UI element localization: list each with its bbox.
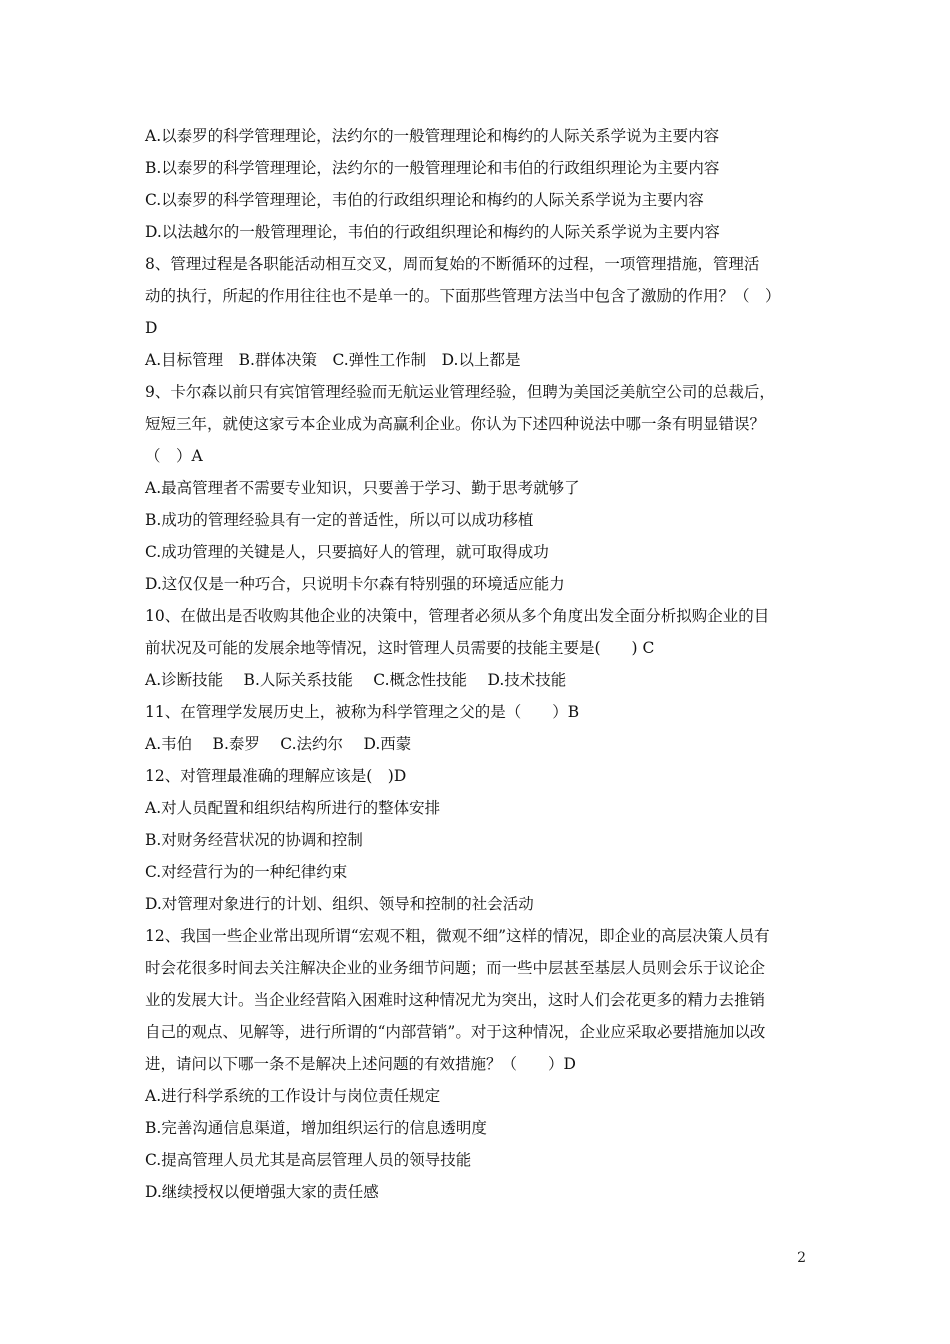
question-11: 11、在管理学发展历史上，被称为科学管理之父的是（ ）B [145,703,580,721]
question-10-options: A.诊断技能 B.人际关系技能 C.概念性技能 D.技术技能 [145,671,567,689]
page-number: 2 [797,1250,806,1266]
option-line: C.对经营行为的一种纪律约束 [145,863,348,881]
option-line: C.提高管理人员尤其是高层管理人员的领导技能 [145,1151,472,1169]
question-12b-line-1: 12、我国一些企业常出现所谓“宏观不粗，微观不细”这样的情况，即企业的高层决策人员有 [145,927,770,945]
option-line: D.这仅仅是一种巧合，只说明卡尔森有特别强的环境适应能力 [145,575,565,593]
question-10-line-2: 前状况及可能的发展余地等情况，这时管理人员需要的技能主要是( ) C [145,639,655,657]
question-12a: 12、对管理最准确的理解应该是( )D [145,767,407,785]
option-line: D.继续授权以便增强大家的责任感 [145,1183,379,1201]
text-line: D.以法越尔的一般管理理论，韦伯的行政组织理论和梅约的人际关系学说为主要内容 [145,223,720,241]
option-line: A.最高管理者不需要专业知识，只要善于学习、勤于思考就够了 [145,479,580,497]
text-line: C.以泰罗的科学管理理论，韦伯的行政组织理论和梅约的人际关系学说为主要内容 [145,191,704,209]
question-12b-line-4: 自己的观点、见解等，进行所谓的“内部营销”。对于这种情况，企业应采取必要措施加以改 [145,1023,766,1041]
question-8-line-1: 8、管理过程是各职能活动相互交叉，周而复始的不断循环的过程，一项管理措施，管理活 [145,255,760,273]
question-12b-line-3: 业的发展大计。当企业经营陷入困难时这种情况尤为突出，这时人们会花更多的精力去推销 [145,991,766,1009]
option-line: B.成功的管理经验具有一定的普适性，所以可以成功移植 [145,511,534,529]
text-line: A.以泰罗的科学管理理论，法约尔的一般管理理论和梅约的人际关系学说为主要内容 [145,127,720,145]
question-12b-line-5: 进，请问以下哪一条不是解决上述问题的有效措施？（ ）D [145,1055,576,1073]
document-body [145,120,815,1208]
question-8-answer: D [145,319,158,337]
option-line: A.对人员配置和组织结构所进行的整体安排 [145,799,441,817]
question-8-options: A.目标管理 B.群体决策 C.弹性工作制 D.以上都是 [145,351,521,369]
question-9-line-2: 短短三年，就使这家亏本企业成为高赢利企业。你认为下述四种说法中哪一条有明显错误？ [145,415,766,433]
question-10-line-1: 10、在做出是否收购其他企业的决策中，管理者必须从多个角度出发全面分析拟购企业的目 [145,607,770,625]
option-line: A.进行科学系统的工作设计与岗位责任规定 [145,1087,441,1105]
option-line: C.成功管理的关键是人，只要搞好人的管理，就可取得成功 [145,543,549,561]
option-line: B.完善沟通信息渠道，增加组织运行的信息透明度 [145,1119,487,1137]
question-12b-line-2: 时会花很多时间去关注解决企业的业务细节问题；而一些中层甚至基层人员则会乐于议论企 [145,959,766,977]
option-line: D.对管理对象进行的计划、组织、领导和控制的社会活动 [145,895,534,913]
question-9-line-1: 9、卡尔森以前只有宾馆管理经验而无航运业管理经验，但聘为美国泛美航空公司的总裁后， [145,383,775,401]
option-line: B.对财务经营状况的协调和控制 [145,831,363,849]
question-9-answer: （ ）A [145,447,203,465]
question-11-options: A.韦伯 B.泰罗 C.法约尔 D.西蒙 [145,735,412,753]
question-8-line-2: 动的执行，所起的作用往往也不是单一的。下面那些管理方法当中包含了激励的作用？（ ） [145,287,781,305]
text-line: B.以泰罗的科学管理理论，法约尔的一般管理理论和韦伯的行政组织理论为主要内容 [145,159,720,177]
